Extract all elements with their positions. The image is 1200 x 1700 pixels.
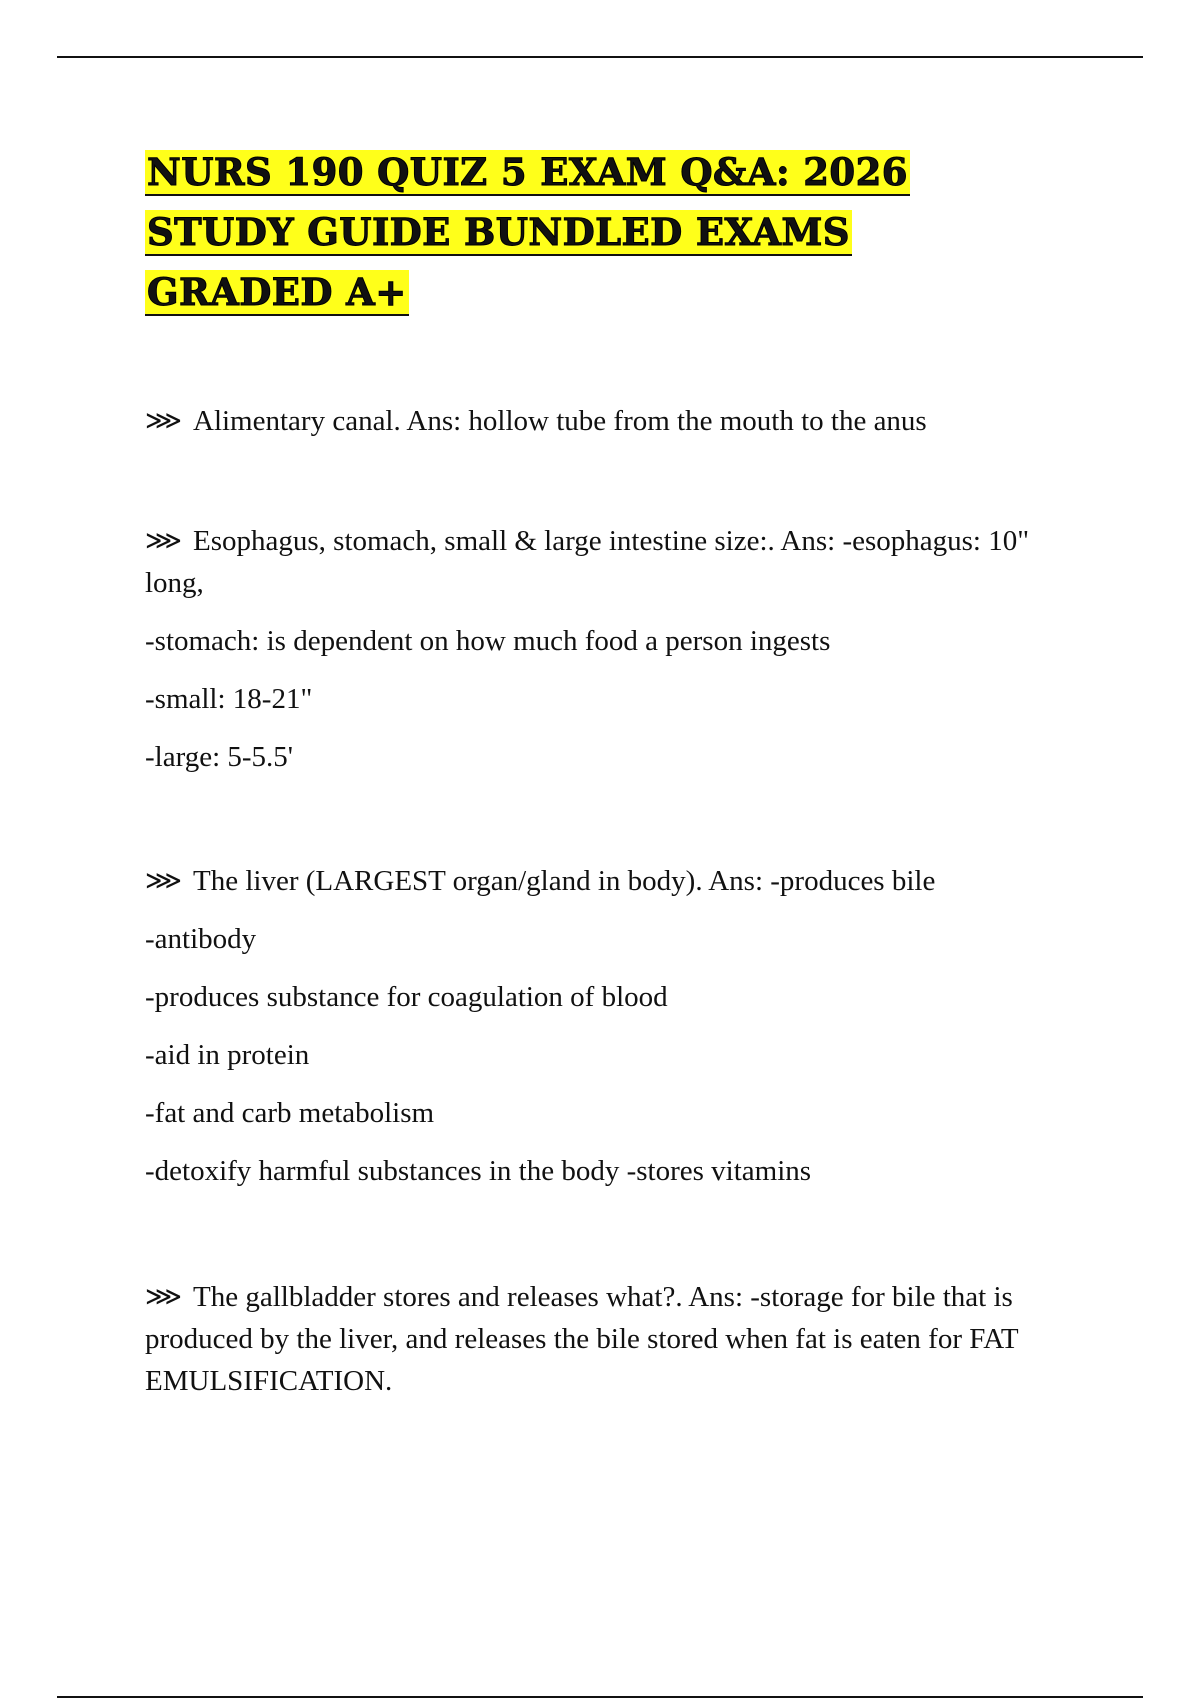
question-text: Alimentary canal. Ans: hollow tube from the mouth to the anus	[193, 405, 927, 437]
question-text: The liver (LARGEST organ/gland in body). Ans: -produces bile	[193, 865, 936, 897]
header-rule	[57, 56, 1143, 58]
question	[145, 400, 1045, 442]
answer-line: -large: 5-5.5'	[145, 741, 294, 773]
arrow-bullet-icon: ⋙	[145, 526, 182, 556]
answer-line: -antibody	[145, 923, 257, 955]
qa-item-gallbladder	[145, 1276, 1045, 1402]
question	[145, 520, 1045, 604]
question-text: The gallbladder stores and releases what?. Ans: -storage for bile that is produced by the liver, and releases the bile stored when fat is eaten for FAT EMULSIFICATION.	[145, 1281, 1019, 1397]
document-title	[145, 142, 1045, 322]
question	[145, 1276, 1045, 1402]
answer-line: -stomach: is dependent on how much food a person ingests	[145, 625, 831, 657]
qa-item-alimentary-canal	[145, 400, 1045, 442]
answer-line: -aid in protein	[145, 1039, 310, 1071]
footer-rule	[57, 1696, 1143, 1698]
arrow-bullet-icon: ⋙	[145, 406, 182, 436]
question-text: Esophagus, stomach, small & large intestine size:. Ans: -esophagus: 10" long,	[145, 525, 1030, 599]
title-highlight: NURS 190 QUIZ 5 EXAM Q&A: 2026 STUDY GUIDE BUNDLED EXAMS GRADED A+	[147, 150, 908, 314]
answer-line: -produces substance for coagulation of blood	[145, 981, 668, 1013]
qa-item-digestive-sizes	[145, 520, 1045, 778]
arrow-bullet-icon: ⋙	[145, 866, 182, 896]
question	[145, 860, 1045, 902]
arrow-bullet-icon: ⋙	[145, 1282, 182, 1312]
answer-line: -small: 18-21"	[145, 683, 313, 715]
answer-line: -detoxify harmful substances in the body -stores vitamins	[145, 1155, 812, 1187]
qa-item-liver	[145, 860, 1045, 1192]
answer-line: -fat and carb metabolism	[145, 1097, 435, 1129]
